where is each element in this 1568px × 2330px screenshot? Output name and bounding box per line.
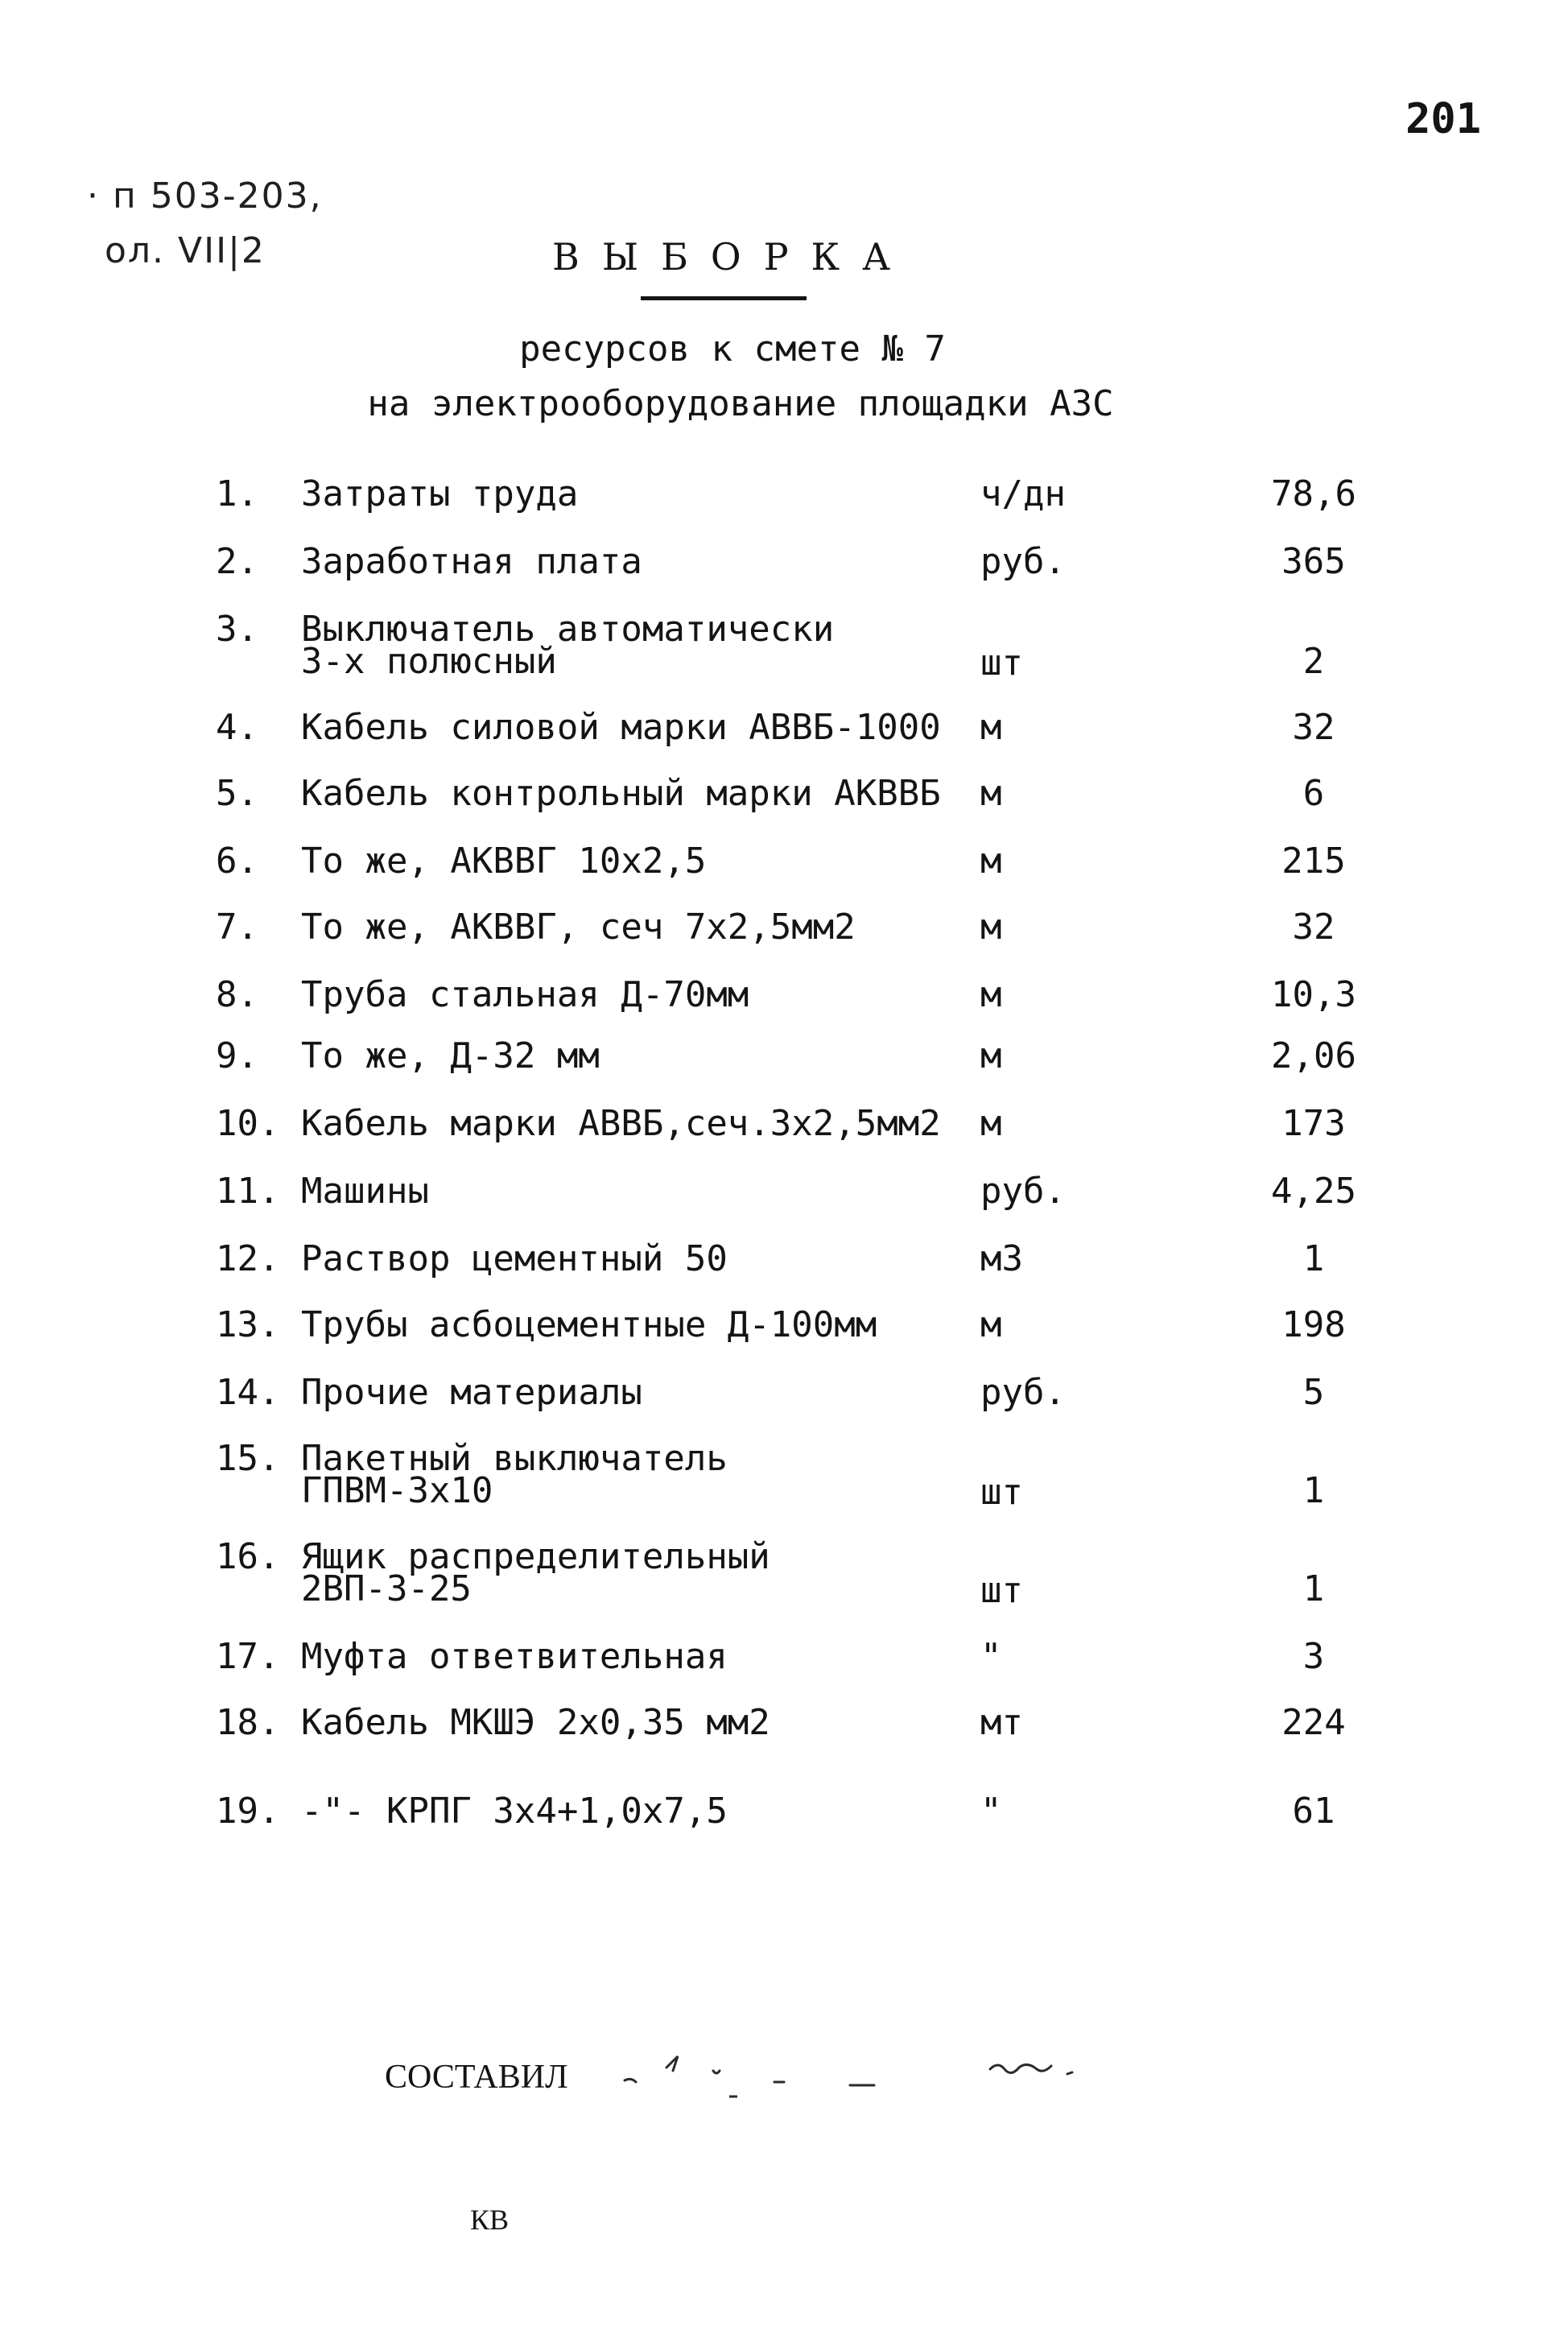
item-quantity: 32 <box>1292 707 1335 748</box>
item-quantity: 32 <box>1292 907 1335 948</box>
item-unit: ч/дн <box>980 473 1066 514</box>
item-quantity: 10,3 <box>1271 974 1356 1015</box>
item-quantity: 365 <box>1281 541 1346 582</box>
item-quantity: 6 <box>1302 773 1325 814</box>
item-quantity: 1 <box>1302 1238 1325 1279</box>
item-quantity: 2 <box>1302 641 1325 682</box>
item-number: 4. <box>216 707 258 748</box>
item-name: Раствор цементный 50 <box>301 1238 728 1279</box>
item-number: 13. <box>216 1304 280 1345</box>
item-unit: руб. <box>980 1372 1066 1413</box>
item-name: Трубы асбоцементные Д-100мм <box>301 1304 877 1345</box>
item-name: Заработная плата <box>301 541 642 582</box>
item-quantity: 4,25 <box>1271 1171 1356 1212</box>
item-unit: м <box>980 841 1002 882</box>
item-name: Затраты труда <box>301 473 579 514</box>
document-title: ВЫБОРКА <box>552 235 913 279</box>
item-number: 5. <box>216 773 258 814</box>
item-quantity: 78,6 <box>1271 473 1356 514</box>
handwritten-note-line-1: · п 503-203, <box>87 176 323 217</box>
item-name: Кабель МКШЭ 2х0,35 мм2 <box>301 1702 770 1743</box>
item-number: 11. <box>216 1171 280 1212</box>
item-unit: м3 <box>980 1238 1023 1279</box>
item-number: 10. <box>216 1103 280 1144</box>
item-quantity: 2,06 <box>1271 1035 1356 1076</box>
item-name: То же, АКВВГ 10х2,5 <box>301 841 707 882</box>
item-number: 12. <box>216 1238 280 1279</box>
item-quantity: 1 <box>1302 1470 1325 1511</box>
item-name: -"- КРПГ 3х4+1,0х7,5 <box>301 1791 728 1832</box>
item-quantity: 173 <box>1281 1103 1346 1144</box>
item-unit: м <box>980 707 1002 748</box>
document-subtitle-1: ресурсов к смете № 7 <box>519 328 946 370</box>
item-name-continuation: ГПВМ-3х10 <box>301 1470 493 1511</box>
item-unit: м <box>980 1035 1002 1076</box>
item-name: То же, АКВВГ, сеч 7х2,5мм2 <box>301 907 856 948</box>
handwritten-note-line-2: ол. VII|2 <box>105 230 266 271</box>
item-unit: м <box>980 1103 1002 1144</box>
signature <box>617 2045 1132 2101</box>
item-name: Кабель силовой марки АВВБ-1000 <box>301 707 941 748</box>
item-number: 3. <box>216 609 258 650</box>
item-name: Труба стальная Д-70мм <box>301 974 749 1015</box>
item-number: 6. <box>216 841 258 882</box>
item-quantity: 61 <box>1292 1791 1335 1832</box>
document-subtitle-2: на электрооборудование площадки АЗС <box>367 383 1114 424</box>
item-number: 16. <box>216 1536 280 1577</box>
item-name: Пакетный выключатель <box>301 1438 728 1479</box>
item-quantity: 1 <box>1302 1568 1325 1609</box>
item-unit: шт <box>980 1472 1023 1513</box>
item-name: Прочие материалы <box>301 1372 642 1413</box>
item-unit: м <box>980 773 1002 814</box>
item-quantity: 224 <box>1281 1702 1346 1743</box>
item-number: 18. <box>216 1702 280 1743</box>
item-number: 17. <box>216 1636 280 1677</box>
item-name: Муфта ответвительная <box>301 1636 728 1677</box>
item-unit: руб. <box>980 541 1066 582</box>
document-code: КВ <box>470 2204 510 2236</box>
item-number: 7. <box>216 907 258 948</box>
item-name-continuation: 2ВП-3-25 <box>301 1568 472 1609</box>
item-quantity: 198 <box>1281 1304 1346 1345</box>
item-name: Выключатель автоматически <box>301 609 835 650</box>
page-number: 201 <box>1405 95 1481 143</box>
item-name: Кабель марки АВВБ,сеч.3х2,5мм2 <box>301 1103 941 1144</box>
item-unit: м <box>980 1304 1002 1345</box>
item-number: 8. <box>216 974 258 1015</box>
item-number: 14. <box>216 1372 280 1413</box>
item-number: 15. <box>216 1438 280 1479</box>
item-unit: м <box>980 907 1002 948</box>
item-unit: " <box>980 1791 1002 1832</box>
item-name: То же, Д-32 мм <box>301 1035 600 1076</box>
item-unit: м <box>980 974 1002 1015</box>
item-unit: мт <box>980 1702 1023 1743</box>
title-underline <box>641 296 807 300</box>
item-number: 9. <box>216 1035 258 1076</box>
item-quantity: 3 <box>1302 1636 1325 1677</box>
item-name: Ящик распределительный <box>301 1536 770 1577</box>
item-unit: шт <box>980 642 1023 684</box>
item-name: Машины <box>301 1171 429 1212</box>
item-quantity: 5 <box>1302 1372 1325 1413</box>
item-name-continuation: 3-х полюсный <box>301 641 557 682</box>
item-number: 1. <box>216 473 258 514</box>
item-name: Кабель контрольный марки АКВВБ <box>301 773 941 814</box>
item-unit: руб. <box>980 1171 1066 1212</box>
item-quantity: 215 <box>1281 841 1346 882</box>
compiled-by-label: СОСТАВИЛ <box>385 2059 568 2096</box>
item-number: 19. <box>216 1791 280 1832</box>
item-unit: " <box>980 1636 1002 1677</box>
item-unit: шт <box>980 1570 1023 1611</box>
item-number: 2. <box>216 541 258 582</box>
